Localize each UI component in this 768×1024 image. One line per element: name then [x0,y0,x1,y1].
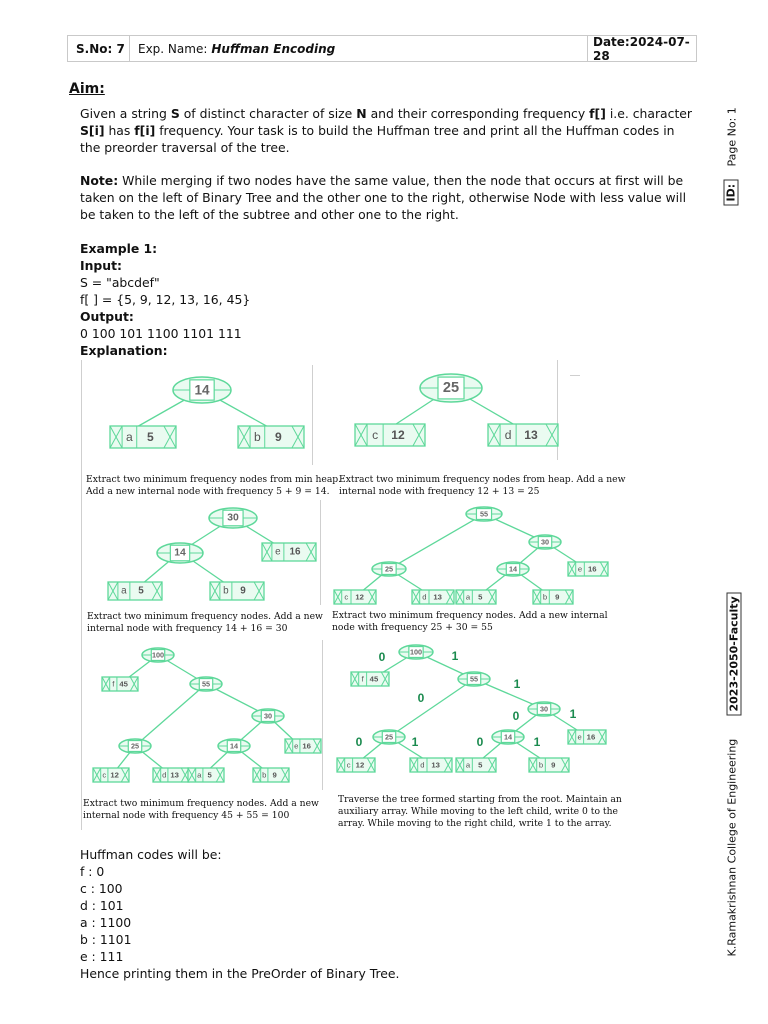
leaf-char: a [197,770,202,780]
output-value: 0 100 101 1100 1101 111 [80,326,242,341]
leaf-char: b [223,585,229,597]
code-c: c : 100 [80,881,123,896]
leaf-value: 13 [524,428,538,442]
note-label: Note: [80,173,119,188]
college-name: K.Ramakrishnan College of Engineering [725,738,739,957]
code-b: b : 1101 [80,932,132,947]
id-label: ID: [725,176,738,206]
tree-edge [135,684,206,746]
input-frequencies: f[ ] = {5, 9, 12, 13, 16, 45} [80,292,251,307]
leaf-char: b [542,592,548,602]
batch-label: 2023-2050-Faculty [728,606,741,716]
leaf-value: 13 [433,592,442,602]
leaf-value: 12 [355,760,365,770]
leaf-value: 9 [274,430,282,444]
leaf-char: e [294,741,299,751]
leaf-value: 9 [555,592,560,602]
leaf-char: d [420,760,425,770]
leaf-char: b [262,770,267,780]
caption-step-3: Extract two minimum frequency nodes. Add a new internal node with frequency 14 + 16 = 30 [87,611,323,634]
aim-title: Aim: [69,81,105,97]
leaf-value: 16 [588,564,597,574]
aim-description: Given a string S of distinct character of size N and their corresponding frequency f[] i.e. character S[i] has f[i] frequency. Your task is to build the Huffman tree and print all the Huffman codes in the preorder traversal of the tree. [80,106,693,155]
leaf-char: d [504,428,512,442]
page-number: Page No: 1 [725,107,739,167]
internal-node-value: 25 [130,741,140,751]
leaf-value: 45 [119,679,128,689]
edge-bit-label: 0 [378,650,386,664]
internal-node-value: 25 [442,380,460,396]
input-string: S = "abcdef" [80,275,160,290]
edge-bit-label: 0 [476,735,484,749]
leaf-value: 16 [289,546,301,558]
leaf-char: e [577,732,582,742]
code-e: e : 111 [80,949,124,964]
internal-node-value: 14 [503,732,513,742]
leaf-char: c [344,592,349,602]
caption-step-5: Extract two minimum frequency nodes. Add a new internal node with frequency 45 + 55 = 100 [83,798,319,821]
code-d: d : 101 [80,898,124,913]
leaf-char: d [162,770,167,780]
internal-node-value: 100 [409,647,423,657]
leaf-value: 13 [431,760,440,770]
leaf-char: e [577,564,583,574]
leaf-value: 5 [146,430,154,444]
internal-node-value: 30 [263,711,273,721]
caption-step-2: Extract two minimum frequency nodes from heap. Add a new internal node with frequency 12 + 13 = 25 [339,474,626,497]
huffman-codes-block [80,846,400,982]
input-label: Input: [80,258,122,273]
edge-bit-label: 0 [417,691,425,705]
tree-edge [389,679,474,737]
explanation-label: Explanation: [80,343,168,358]
internal-node-value: 25 [384,732,394,742]
edge-bit-label: 1 [533,735,541,749]
leaf-node [253,768,289,782]
leaf-char: c [346,760,351,770]
leaf-value: 5 [478,592,483,602]
leaf-char: f [112,679,115,689]
leaf-value: 16 [302,741,311,751]
experiment-date: Date:2024-07-28 [593,34,690,63]
example-title: Example 1: [80,241,158,256]
internal-node-value: 14 [174,547,186,559]
leaf-char: f [361,674,364,684]
experiment-name: Huffman Encoding [211,41,336,56]
leaf-value: 16 [586,732,596,742]
internal-node-value: 14 [508,564,518,574]
caption-step-1: Extract two minimum frequency nodes from min heap. Add a new internal node with frequency 5 + 9 = 14. [86,474,342,497]
code-f: f : 0 [80,864,105,879]
internal-node-value: 55 [479,509,489,519]
codes-title: Huffman codes will be: [80,847,222,862]
internal-node-value: 55 [469,674,479,684]
internal-node-value: 30 [539,704,549,714]
edge-bit-label: 0 [512,709,520,723]
leaf-value: 5 [207,770,212,780]
leaf-value: 12 [110,770,119,780]
leaf-char: c [102,770,107,780]
leaf-char: a [126,430,133,444]
leaf-char: d [422,592,427,602]
leaf-value: 9 [240,585,246,597]
leaf-char: a [121,585,127,597]
internal-node-value: 25 [384,564,394,574]
internal-node-value: 14 [229,741,239,751]
leaf-char: b [538,760,544,770]
leaf-value: 12 [355,592,364,602]
internal-node-value: 55 [201,679,211,689]
leaf-char: a [465,592,471,602]
leaf-value: 5 [478,760,483,770]
leaf-node [188,768,224,782]
leaf-char: b [254,430,261,444]
caption-step-6: Traverse the tree formed starting from the root. Maintain an auxiliary array. While moving to the left child, write 0 to the array. While moving to the right child, write 1 to the array. [338,794,622,829]
leaf-char: a [465,760,471,770]
leaf-value: 13 [170,770,179,780]
serial-number: S.No: 7 [68,36,130,61]
leaf-value: 45 [369,674,379,684]
tree-edge [389,514,484,569]
edge-bit-label: 0 [355,735,363,749]
internal-node-value: 100 [151,650,165,660]
note-text: While merging if two nodes have the same value, then the node that occurs at first will be taken on the left of Binary Tree and the other one to the right, otherwise Node with less value will be taken to the left of the subtree and other one to the right. [80,173,687,222]
experiment-label: Exp. Name: [138,41,208,56]
edge-bit-label: 1 [513,677,521,691]
output-label: Output: [80,309,134,324]
caption-step-4: Extract two minimum frequency nodes. Add a new internal node with frequency 25 + 30 = 55 [332,610,608,633]
leaf-char: e [275,546,281,558]
internal-node-value: 30 [540,537,550,547]
leaf-value: 5 [138,585,144,597]
edge-bit-label: 1 [569,707,577,721]
code-a: a : 1100 [80,915,132,930]
leaf-value: 9 [551,760,556,770]
internal-node-value: 30 [227,512,239,524]
leaf-value: 9 [272,770,277,780]
edge-bit-label: 1 [451,649,459,663]
leaf-value: 12 [391,428,405,442]
codes-footer: Hence printing them in the PreOrder of Binary Tree. [80,966,400,981]
leaf-char: c [372,428,379,442]
edge-bit-label: 1 [411,735,419,749]
internal-node-value: 14 [194,382,210,398]
